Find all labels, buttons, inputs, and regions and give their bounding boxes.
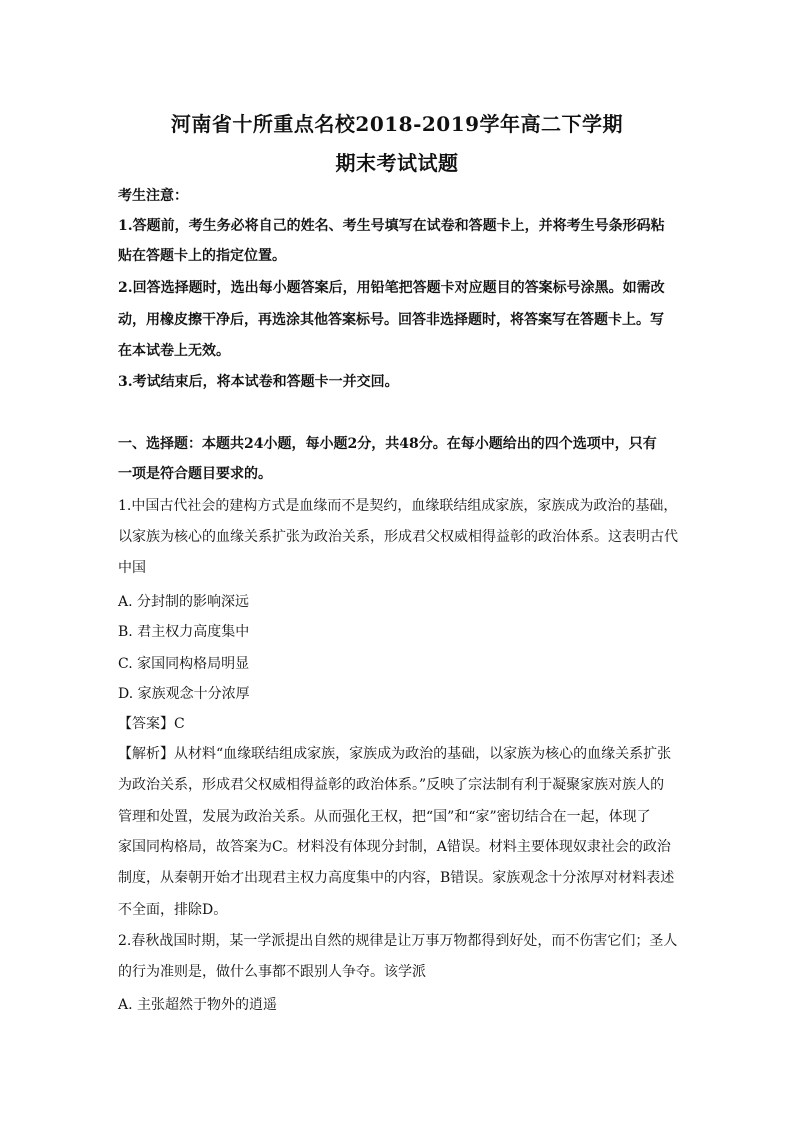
q1-option-d: D. 家族观念十分浓厚 bbox=[118, 686, 250, 702]
section1-heading-line1: 一、选择题：本题共24小题，每小题2分，共48分。在每小题给出的四个选项中，只有 bbox=[118, 436, 657, 452]
q1-answer: 【答案】C bbox=[118, 716, 185, 732]
exam-title-line2: 期末考试试题 bbox=[335, 151, 459, 175]
q1-stem-line1: 1.中国古代社会的建构方式是血缘而不是契约，血缘联结组成家族，家族成为政治的基础， bbox=[118, 498, 678, 514]
q1-option-c: C. 家国同构格局明显 bbox=[118, 656, 250, 672]
q1-analysis-line6: 不全面，排除D。 bbox=[118, 902, 228, 918]
section1-heading-line2: 一项是符合题目要求的。 bbox=[118, 466, 272, 482]
notice-heading: 考生注意： bbox=[118, 188, 188, 204]
q1-analysis-line1: 【解析】从材料“血缘联结组成家族，家族成为政治的基础，以家族为核心的血缘关系扩张 bbox=[118, 746, 672, 762]
q1-analysis-line3: 管理和处置，发展为政治关系。从而强化王权，把“国”和“家”密切结合在一起，体现了 bbox=[118, 809, 651, 825]
notice-item2-line3: 在本试卷上无效。 bbox=[118, 343, 230, 359]
q2-stem-line2: 的行为准则是，做什么事都不跟别人争夺。该学派 bbox=[118, 964, 426, 980]
q2-option-a: A. 主张超然于物外的逍遥 bbox=[118, 997, 278, 1013]
q1-analysis-line2: 为政治关系，形成君父权威相得益彰的政治体系。”反映了宗法制有利于凝聚家族对族人的 bbox=[118, 777, 665, 793]
exam-title-line1: 河南省十所重点名校2018-2019学年高二下学期 bbox=[170, 112, 624, 136]
q1-analysis-line4: 家国同构格局，故答案为C。材料没有体现分封制，A错误。材料主要体现奴隶社会的政治 bbox=[118, 839, 671, 855]
notice-item3-line1: 3.考试结束后，将本试卷和答题卡一并交回。 bbox=[118, 374, 399, 390]
notice-item1-line1: 1.答题前，考生务必将自己的姓名、考生号填写在试卷和答题卡上，并将考生号条形码粘 bbox=[118, 218, 665, 234]
q1-stem-line2: 以家族为核心的血缘关系扩张为政治关系，形成君父权威相得益彰的政治体系。这表明古代 bbox=[118, 529, 678, 545]
notice-item2-line1: 2.回答选择题时，选出每小题答案后，用铅笔把答题卡对应题目的答案标号涂黑。如需改 bbox=[118, 280, 665, 296]
q1-analysis-line5: 制度，从秦朝开始才出现君主权力高度集中的内容，B错误。家族观念十分浓厚对材料表述 bbox=[118, 870, 675, 886]
q2-stem-line1: 2.春秋战国时期，某一学派提出自然的规律是让万事万物都得到好处，而不伤害它们；圣人 bbox=[118, 933, 678, 949]
notice-item2-line2: 动，用橡皮擦干净后，再选涂其他答案标号。回答非选择题时，将答案写在答题卡上。写 bbox=[118, 312, 664, 328]
q1-option-a: A. 分封制的影响深远 bbox=[118, 594, 250, 610]
q1-stem-line3: 中国 bbox=[118, 560, 146, 576]
notice-item1-line2: 贴在答题卡上的指定位置。 bbox=[118, 248, 286, 264]
q1-option-b: B. 君主权力高度集中 bbox=[118, 624, 250, 640]
